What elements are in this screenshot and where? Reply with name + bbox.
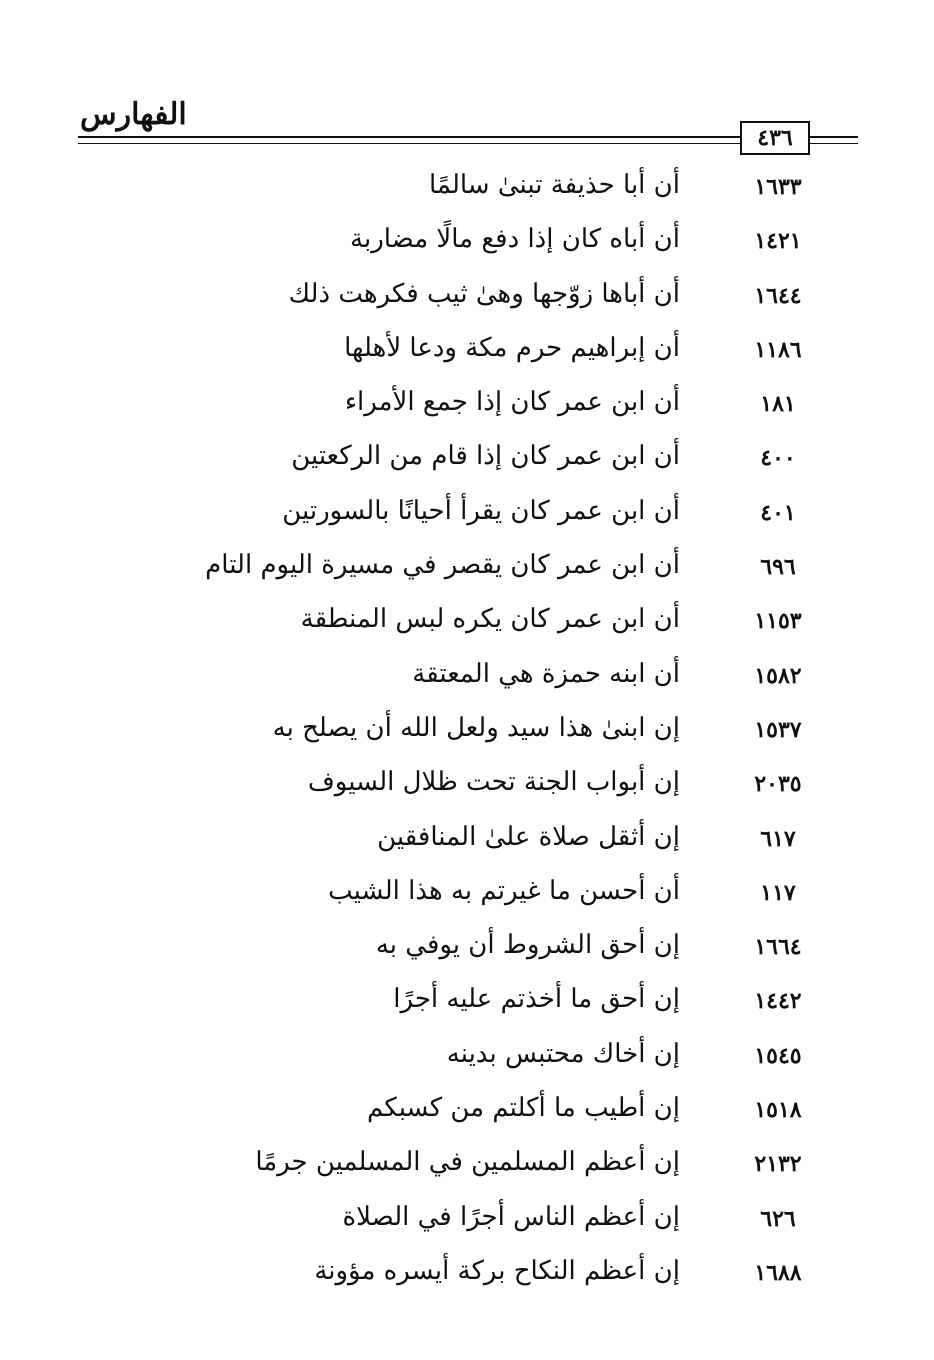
entry-number: ١٨١ — [760, 391, 796, 418]
entry-text: أن أباها زوّجها وهىٰ ثيب فكرهت ذلك — [288, 278, 680, 309]
entry-number: ٦٩٦ — [760, 554, 796, 581]
index-entry — [0, 765, 934, 819]
entry-text: إن أحق ما أخذتم عليه أجرًا — [393, 984, 680, 1015]
index-entry — [0, 494, 934, 548]
index-entry — [0, 657, 934, 711]
index-entry — [0, 222, 934, 276]
entry-text: إن أعظم الناس أجرًا في الصلاة — [342, 1201, 680, 1232]
entry-number: ١١٨٦ — [754, 336, 802, 363]
index-entry — [0, 548, 934, 602]
index-entry — [0, 1091, 934, 1145]
entry-text: إن أخاك محتبس بدينه — [446, 1038, 680, 1069]
entry-number: ١٦٤٤ — [754, 282, 802, 309]
entry-text: أن ابن عمر كان إذا قام من الركعتين — [291, 441, 680, 472]
entry-text: أن إبراهيم حرم مكة ودعا لأهلها — [344, 332, 680, 363]
entry-text: أن ابنه حمزة هي المعتقة — [412, 658, 680, 689]
entry-number: ١٦٣٣ — [754, 174, 802, 200]
entry-text: إن أعظم النكاح بركة أيسره مؤونة — [314, 1255, 680, 1286]
index-entry — [0, 277, 934, 331]
index-entry — [0, 711, 934, 765]
index-entry — [0, 928, 934, 982]
entry-text: أن أحسن ما غيرتم به هذا الشيب — [328, 875, 680, 906]
section-title: الفهارس — [80, 97, 187, 132]
entry-text: أن ابن عمر كان إذا جمع الأمراء — [344, 387, 680, 418]
index-entry — [0, 439, 934, 493]
index-entry — [0, 820, 934, 874]
entry-number: ٢١٣٢ — [754, 1151, 802, 1178]
entry-number: ١٥٣٧ — [754, 716, 802, 743]
index-list — [0, 168, 934, 1308]
entry-number: ١٥٨٢ — [754, 662, 802, 689]
entry-number: ١٦٦٤ — [754, 934, 802, 961]
index-entry — [0, 168, 934, 222]
entry-number: ١١٧ — [760, 879, 796, 906]
entry-text: أن أباه كان إذا دفع مالًا مضاربة — [350, 224, 680, 255]
index-entry — [0, 602, 934, 656]
entry-text: أن ابن عمر كان يكره لبس المنطقة — [300, 604, 680, 635]
entry-number: ١٥١٨ — [754, 1097, 802, 1124]
entry-text: إن أعظم المسلمين في المسلمين جرمًا — [255, 1147, 680, 1178]
entry-text: إن أبواب الجنة تحت ظلال السيوف — [307, 767, 680, 798]
entry-text: إن أثقل صلاة علىٰ المنافقين — [377, 821, 680, 852]
entry-number: ٦٢٦ — [760, 1205, 796, 1232]
entry-number: ١٤٤٢ — [754, 988, 802, 1015]
entry-number: ١٤٢١ — [754, 228, 802, 255]
index-entry — [0, 385, 934, 439]
entry-text: إن أحق الشروط أن يوفي به — [375, 930, 680, 961]
entry-number: ٦١٧ — [760, 825, 796, 852]
entry-text: إن ابنىٰ هذا سيد ولعل الله أن يصلح به — [272, 712, 680, 743]
entry-number: ٤٠٠ — [760, 445, 796, 472]
index-entry — [0, 1254, 934, 1308]
entry-number: ٢٠٣٥ — [754, 771, 802, 798]
entry-text: أن أبا حذيفة تبنىٰ سالمًا — [429, 170, 680, 200]
entry-text: أن ابن عمر كان يقصر في مسيرة اليوم التام — [205, 550, 680, 581]
index-entry — [0, 1037, 934, 1091]
page-header — [0, 0, 934, 170]
entry-text: إن أطيب ما أكلتم من كسبكم — [367, 1093, 680, 1124]
entry-number: ١٦٨٨ — [754, 1259, 802, 1286]
index-entry — [0, 874, 934, 928]
entry-number: ٤٠١ — [760, 499, 796, 526]
entry-text: أن ابن عمر كان يقرأ أحيانًا بالسورتين — [282, 495, 680, 526]
index-entry — [0, 331, 934, 385]
entry-number: ١٥٤٥ — [754, 1042, 802, 1069]
index-entry — [0, 982, 934, 1036]
entry-number: ١١٥٣ — [754, 608, 802, 635]
index-entry — [0, 1200, 934, 1254]
page-number: ٤٣٦ — [740, 121, 810, 155]
index-entry — [0, 1145, 934, 1199]
